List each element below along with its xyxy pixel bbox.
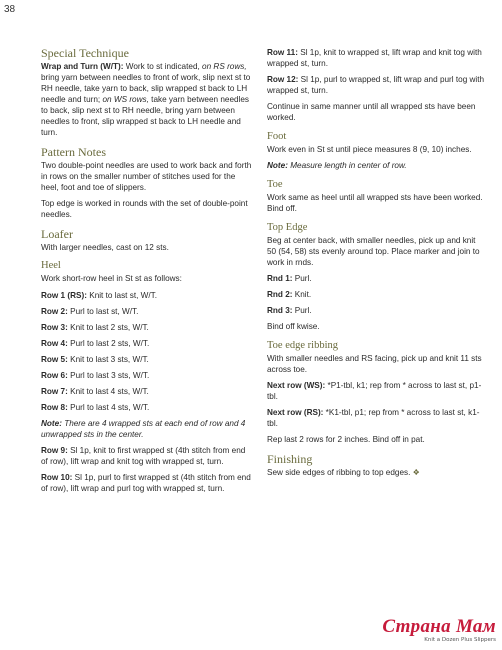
heel-row-1: Row 1 (RS): Knit to last st, W/T. [41, 291, 158, 300]
watermark-logo: Страна Мам [382, 616, 496, 637]
page-number: 38 [4, 4, 16, 15]
heel-row-7: Row 7: Knit to last 4 sts, W/T. [41, 387, 149, 396]
wrap-text-2: bring yarn between needles to front of work, slip next st to RH needle, take yarn to back, slip wrapped st back to LH needle and turn; [41, 73, 251, 104]
loafer-text: With larger needles, cast on 12 sts. [41, 243, 169, 252]
wrap-and-turn-label: Wrap and Turn (W/T): [41, 62, 124, 71]
top-edge-text: Beg at center back, with smaller needles, pick up and knit 50 (54, 58) sts evenly around top. Place marker and join to work in rnds. [267, 236, 480, 267]
toe-edge-text: With smaller needles and RS facing, pick up and knit 11 sts across toe. [267, 354, 482, 374]
left-column [41, 47, 253, 494]
rnd-2: Rnd 2: Knit. [267, 290, 312, 299]
watermark-book-title: Knit a Dozen Plus Slippers [424, 637, 496, 643]
right-column [267, 47, 485, 478]
pattern-notes-p2: Top edge is worked in rounds with the set of double-point needles. [41, 199, 248, 219]
heel-row-6: Row 6: Purl to last 3 sts, W/T. [41, 371, 150, 380]
watermark [382, 617, 496, 644]
toe-heading: Toe [267, 179, 283, 190]
next-row-ws: Next row (WS): *P1-tbl, k1; rep from * across to last st, p1-tbl. [267, 381, 482, 401]
wrap-text-1: Work to st indicated, [123, 62, 203, 71]
heel-row-4: Row 4: Purl to last 2 sts, W/T. [41, 339, 150, 348]
foot-heading: Foot [267, 131, 287, 142]
foot-text: Work even in St st until piece measures 8 (9, 10) inches. [267, 145, 472, 154]
finishing-heading: Finishing [267, 452, 313, 466]
continue-text: Continue in same manner until all wrapped sts have been worked. [267, 102, 476, 122]
rnd-1: Rnd 1: Purl. [267, 274, 312, 283]
heel-row-8: Row 8: Purl to last 4 sts, W/T. [41, 403, 150, 412]
loafer-heading: Loafer [41, 227, 73, 241]
toe-edge-repeat: Rep last 2 rows for 2 inches. Bind off in pat. [267, 435, 425, 444]
foot-note: Note: Measure length in center of row. [267, 161, 407, 170]
heel-row-2: Row 2: Purl to last st, W/T. [41, 307, 139, 316]
finishing-text: Sew side edges of ribbing to top edges. ❖ [267, 468, 420, 477]
wrap-text-ws: on WS rows, [102, 95, 149, 104]
wrap-text-rs: on RS rows, [202, 62, 247, 71]
heel-row-3: Row 3: Knit to last 2 sts, W/T. [41, 323, 149, 332]
heel-intro: Work short-row heel in St st as follows: [41, 274, 182, 283]
heel-row-5: Row 5: Knit to last 3 sts, W/T. [41, 355, 149, 364]
next-row-rs: Next row (RS): *K1-tbl, p1; rep from * across to last st, k1-tbl. [267, 408, 480, 428]
top-edge-heading: Top Edge [267, 222, 308, 233]
pattern-notes-heading: Pattern Notes [41, 145, 106, 159]
row-12: Row 12: Sl 1p, purl to wrapped st, lift wrap and purl tog with wrapped st, turn. [267, 75, 485, 95]
pattern-notes-p1: Two double-point needles are used to work back and forth in rows on the smaller number of stitches used for the heel, foot and toe of slippers. [41, 161, 252, 192]
row-11: Row 11: Sl 1p, knit to wrapped st, lift wrap and knit tog with wrapped st, turn. [267, 48, 482, 68]
heel-note: Note: There are 4 wrapped sts at each end of row and 4 unwrapped sts in the center. [41, 419, 246, 439]
toe-text: Work same as heel until all wrapped sts have been worked. Bind off. [267, 193, 483, 213]
heel-heading: Heel [41, 260, 61, 271]
heel-row-10: Row 10: Sl 1p, purl to first wrapped st (4th stitch from end of row), lift wrap and purl tog with wrapped st, turn. [41, 473, 251, 493]
toe-edge-heading: Toe edge ribbing [267, 340, 338, 351]
wrap-text-3: take yarn between needles to back, slip next st to RH needle, bring yarn between needles to front, slip wrapped st back to LH needle and turn. [41, 95, 250, 137]
wrap-and-turn-text [41, 61, 253, 138]
special-technique-heading: Special Technique [41, 46, 129, 60]
bind-off-text: Bind off kwise. [267, 322, 320, 331]
end-mark-icon: ❖ [410, 468, 420, 477]
heel-row-9: Row 9: Sl 1p, knit to first wrapped st (4th stitch from end of row), lift wrap and knit tog with wrapped st, turn. [41, 446, 246, 466]
rnd-3: Rnd 3: Purl. [267, 306, 312, 315]
